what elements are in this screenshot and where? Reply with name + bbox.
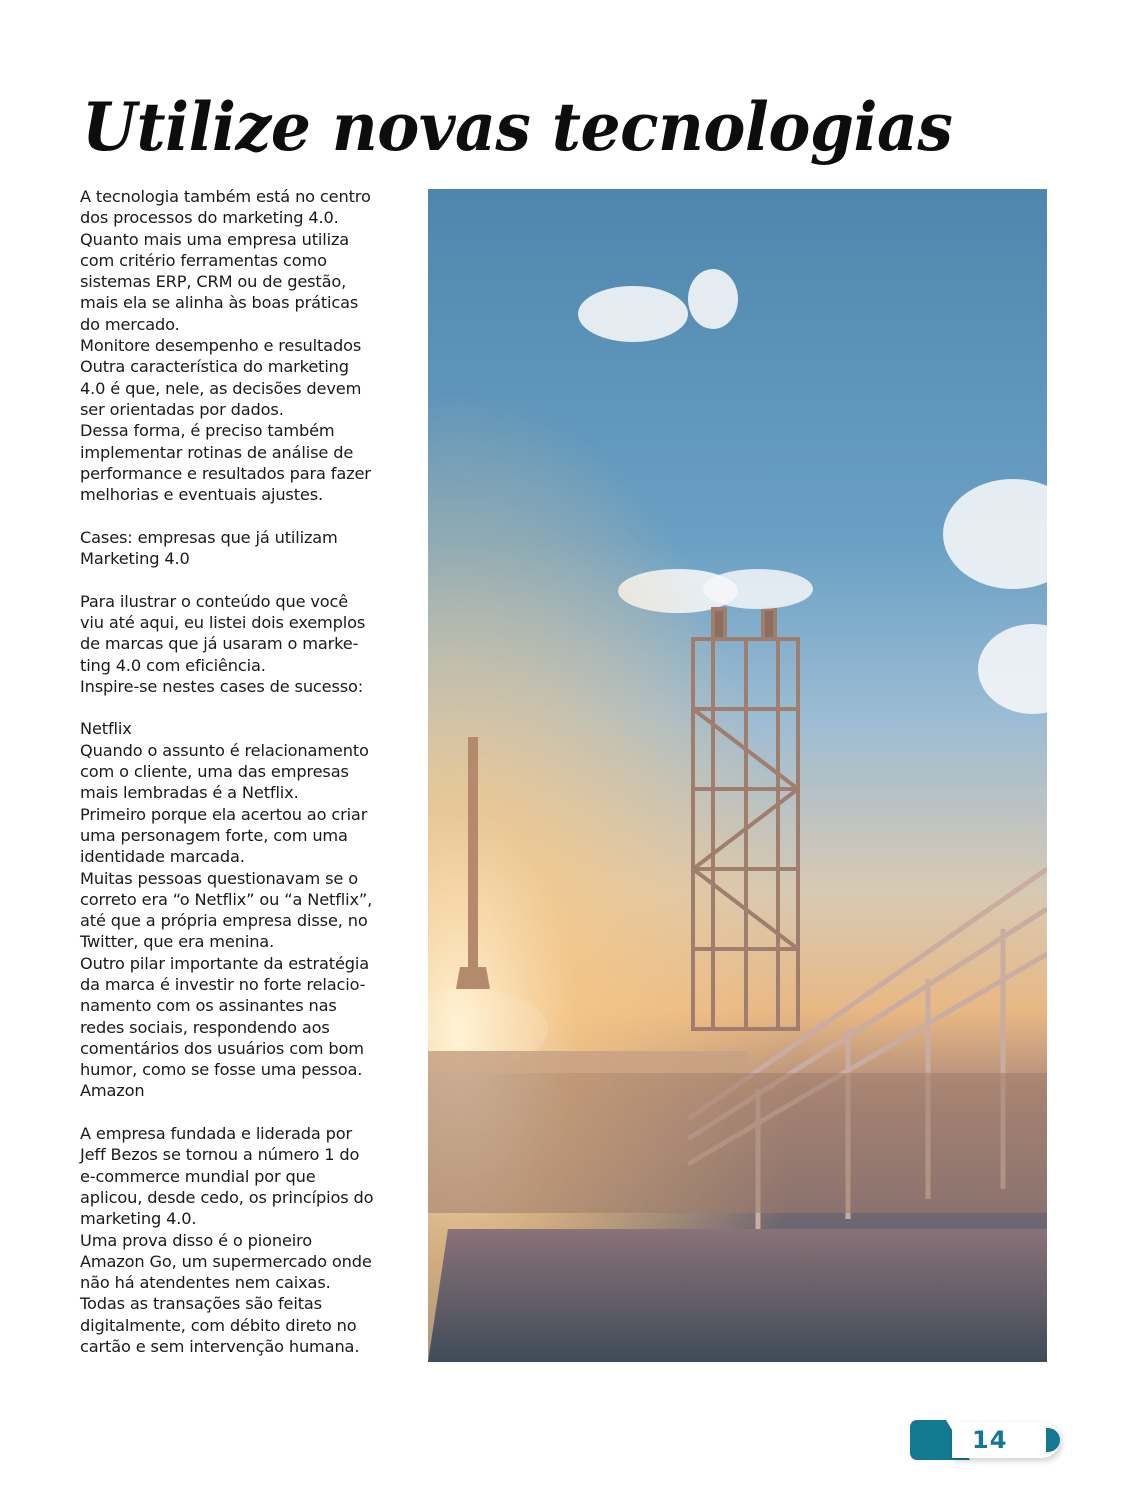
- body-line: namento com os assinantes nas: [80, 996, 337, 1016]
- body-line: Inspire-se nestes cases de sucesso:: [80, 676, 364, 696]
- body-line: Amazon Go, um supermercado onde: [80, 1251, 372, 1271]
- body-line: redes sociais, respondendo aos: [80, 1017, 330, 1037]
- body-line: viu até aqui, eu listei dois exemplos: [80, 612, 366, 632]
- body-line: com critério ferramentas como: [80, 250, 327, 270]
- body-line: A empresa fundada e liderada por: [80, 1124, 353, 1144]
- body-line: de marcas que já usaram o marke-: [80, 634, 359, 654]
- page-number-badge: [910, 1420, 1070, 1460]
- paragraph-gap: [80, 1102, 410, 1123]
- body-line: uma personagem forte, com uma: [80, 825, 348, 845]
- body-line: Cases: empresas que já utilizam: [80, 527, 338, 547]
- plant-buildings: [428, 1073, 1047, 1213]
- road: [428, 1229, 1047, 1362]
- body-line: A tecnologia também está no centro: [80, 187, 371, 206]
- body-line: Todas as transações são feitas: [80, 1294, 322, 1314]
- body-line: Netflix: [80, 719, 132, 739]
- body-line: Outra característica do marketing: [80, 357, 349, 377]
- paragraph-gap: [80, 569, 410, 590]
- body-line: Twitter, que era menina.: [80, 932, 275, 952]
- body-line: Jeff Bezos se tornou a número 1 do: [80, 1145, 360, 1165]
- body-line: Para ilustrar o conteúdo que você: [80, 591, 349, 611]
- body-line: mais lembradas é a Netflix.: [80, 783, 299, 803]
- body-line: e-commerce mundial por que: [80, 1166, 316, 1186]
- body-line: mais ela se alinha às boas práticas: [80, 293, 359, 313]
- body-line: Dessa forma, é preciso também: [80, 421, 335, 441]
- body-line: Muitas pessoas questionavam se o: [80, 868, 358, 888]
- body-line: 4.0 é que, nele, as decisões devem: [80, 378, 362, 398]
- body-line: da marca é investir no forte relacio-: [80, 974, 366, 994]
- body-line: Uma prova disso é o pioneiro: [80, 1230, 313, 1250]
- paragraph-gap: [80, 697, 410, 718]
- body-line: com o cliente, uma das empresas: [80, 762, 349, 782]
- refinery-photo: [428, 189, 1047, 1362]
- body-line: do mercado.: [80, 314, 180, 334]
- body-line: Outro pilar importante da estratégia: [80, 953, 370, 973]
- body-line: comentários dos usuários com bom: [80, 1038, 364, 1058]
- page-number: 14: [972, 1426, 1008, 1454]
- body-line: aplicou, desde cedo, os princípios do: [80, 1187, 374, 1207]
- photo-illustration: [428, 189, 1047, 1362]
- body-line: performance e resultados para fazer: [80, 463, 371, 483]
- body-line: marketing 4.0.: [80, 1209, 197, 1229]
- body-line: ting 4.0 com eficiência.: [80, 655, 266, 675]
- body-line: Marketing 4.0: [80, 549, 190, 569]
- body-line: dos processos do marketing 4.0.: [80, 208, 339, 228]
- body-line: melhorias e eventuais ajustes.: [80, 485, 323, 505]
- body-line: Monitore desempenho e resultados: [80, 336, 362, 356]
- body-line: humor, como se fosse uma pessoa.: [80, 1060, 363, 1080]
- body-line: sistemas ERP, CRM ou de gestão,: [80, 272, 347, 292]
- body-line: digitalmente, com débito direto no: [80, 1315, 357, 1335]
- body-line: não há atendentes nem caixas.: [80, 1273, 331, 1293]
- body-line: ser orientadas por dados.: [80, 399, 284, 419]
- walkway-bridge: [428, 1051, 748, 1073]
- paragraph-gap: [80, 505, 410, 526]
- body-text-column: [80, 186, 410, 1357]
- body-line: Amazon: [80, 1081, 145, 1101]
- body-line: correto era “o Netflix” ou “a Netflix”,: [80, 889, 373, 909]
- body-line: Quando o assunto é relacionamento: [80, 740, 369, 760]
- body-line: Primeiro porque ela acertou ao criar: [80, 804, 368, 824]
- body-line: implementar rotinas de análise de: [80, 442, 354, 462]
- body-line: cartão e sem intervenção humana.: [80, 1337, 360, 1357]
- body-line: Quanto mais uma empresa utiliza: [80, 229, 350, 249]
- body-line: identidade marcada.: [80, 847, 245, 867]
- body-line: até que a própria empresa disse, no: [80, 911, 368, 931]
- page-title: Utilize novas tecnologias: [82, 88, 953, 166]
